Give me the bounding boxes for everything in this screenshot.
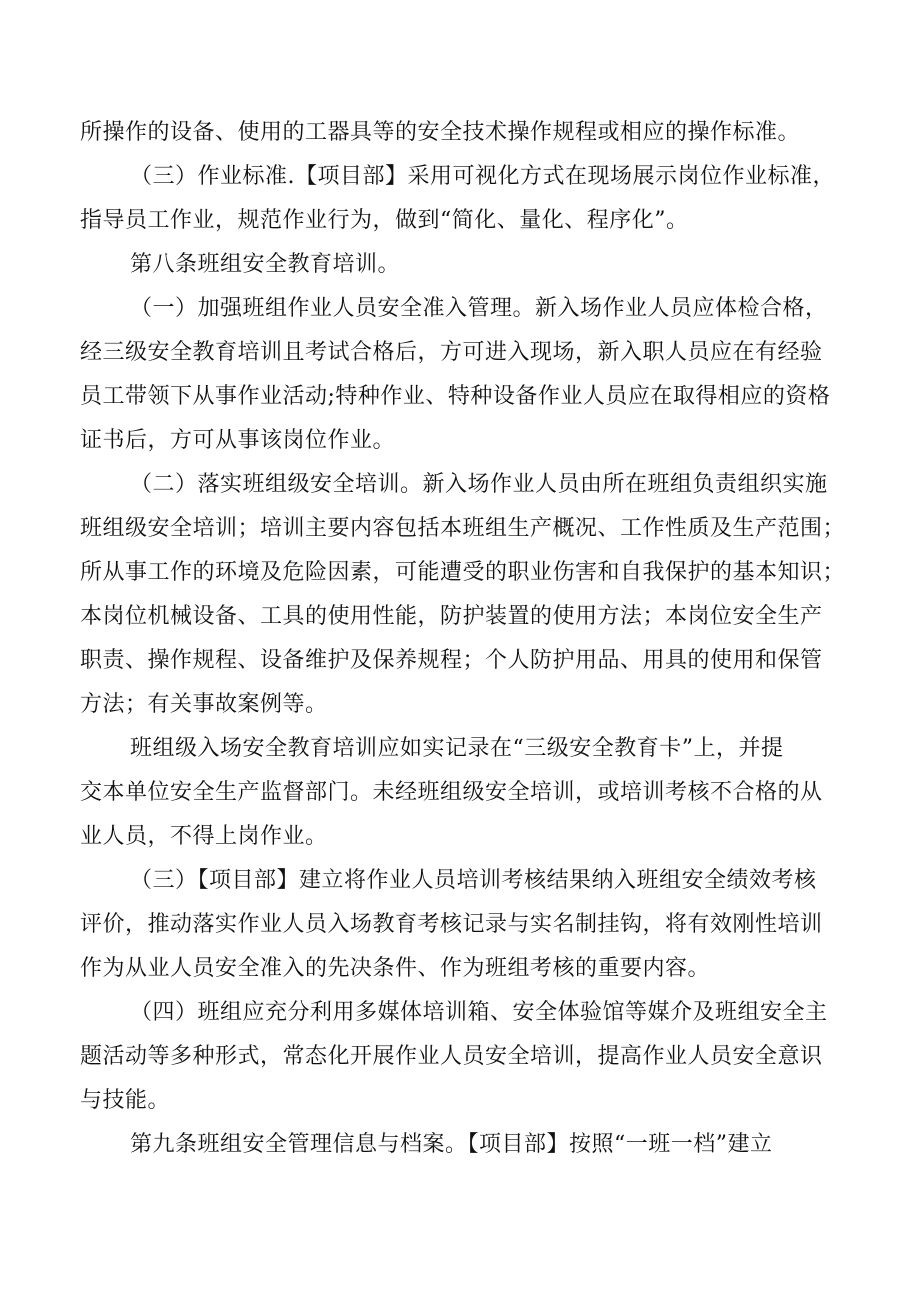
text-line: 题活动等多种形式，常态化开展作业人员安全培训，提高作业人员安全意识 [80, 1044, 823, 1069]
text-line: 方法；有关事故案例等。 [80, 692, 328, 717]
text-line: （一）加强班组作业人员安全准入管理。新入场作业人员应体检合格， [130, 296, 828, 321]
text-line: 员工带领下从事作业活动;特种作业、特种设备作业人员应在取得相应的资格 [80, 384, 831, 409]
text-line: 本岗位机械设备、工具的使用性能，防护装置的使用方法；本岗位安全生产 [80, 604, 823, 629]
text-line: （二）落实班组级安全培训。新入场作业人员由所在班组负责组织实施 [130, 472, 828, 497]
text-line: 评价，推动落实作业人员入场教育考核记录与实名制挂钩，将有效刚性培训 [80, 912, 823, 937]
text-line: 交本单位安全生产监督部门。未经班组级安全培训，或培训考核不合格的从 [80, 780, 823, 805]
text-line: 业人员，不得上岗作业。 [80, 824, 328, 849]
section-heading: 第八条班组安全教育培训。 [130, 252, 401, 277]
text-line: （三）【项目部】建立将作业人员培训考核结果纳入班组安全绩效考核 [130, 868, 817, 893]
text-line: 与技能。 [80, 1088, 171, 1113]
text-line: 职责、操作规程、设备维护及保养规程；个人防护用品、用具的使用和保管 [80, 648, 823, 673]
text-line: 作为从业人员安全准入的先决条件、作为班组考核的重要内容。 [80, 956, 711, 981]
text-line: 所操作的设备、使用的工器具等的安全技术操作规程或相应的操作标准。 [80, 120, 801, 145]
text-line: 所从事工作的环境及危险因素，可能遭受的职业伤害和自我保护的基本知识； [80, 560, 846, 585]
text-line: （四）班组应充分利用多媒体培训箱、安全体验馆等媒介及班组安全主 [130, 1000, 828, 1025]
text-line: 证书后，方可从事该岗位作业。 [80, 428, 396, 453]
text-line: 班组级入场安全教育培训应如实记录在“三级安全教育卡”上，并提 [130, 736, 784, 761]
text-line: （三）作业标准.【项目部】采用可视化方式在现场展示岗位作业标准， [130, 164, 835, 189]
section-heading: 第九条班组安全管理信息与档案。【项目部】按照“一班一档”建立 [130, 1132, 773, 1157]
text-line: 班组级安全培训；培训主要内容包括本班组生产概况、工作性质及生产范围； [80, 516, 846, 541]
text-line: 指导员工作业，规范作业行为，做到“简化、量化、程序化”。 [80, 208, 689, 233]
text-line: 经三级安全教育培训且考试合格后，方可进入现场，新入职人员应在有经验 [80, 340, 823, 365]
